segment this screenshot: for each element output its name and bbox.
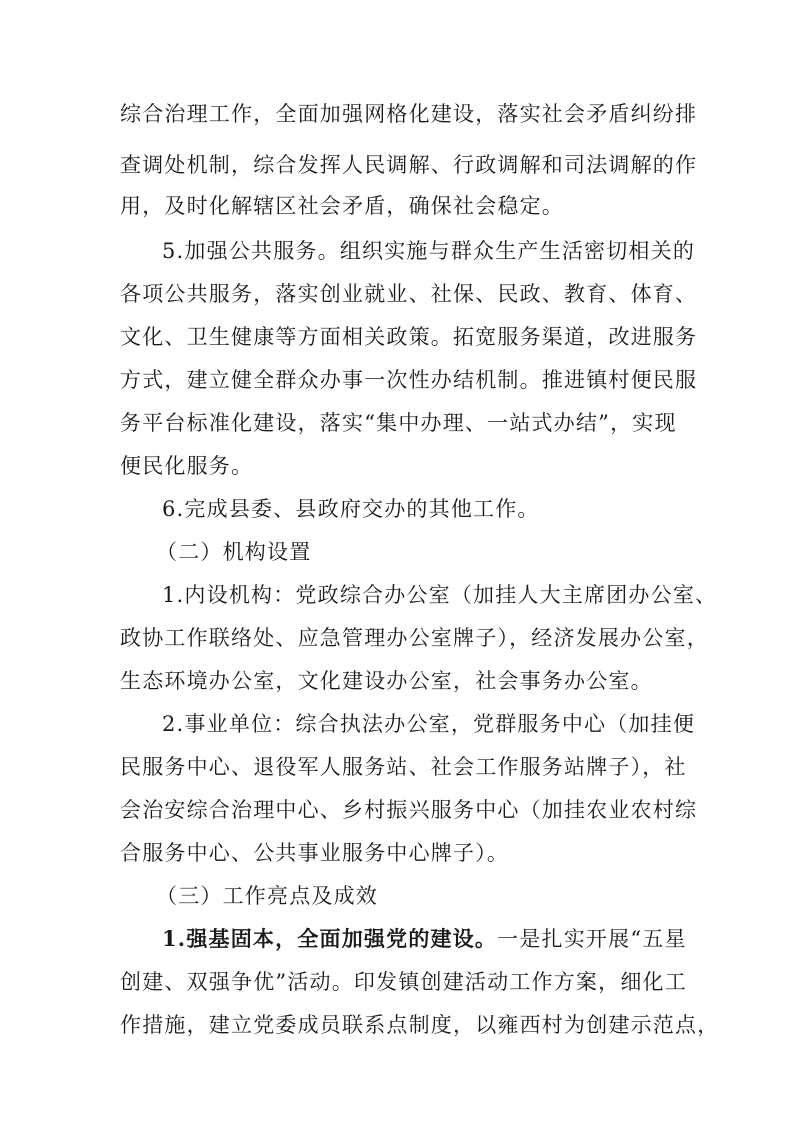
bold-heading: 1.强基固本，全面加强党的建设。 [162, 926, 498, 951]
text-line: 方式，建立健全群众办事一次性办结机制。推进镇村便民服 [120, 368, 698, 392]
text-line: 生态环境办公室，文化建设办公室，社会事务办公室。 [120, 669, 653, 693]
text-line: 民服务中心、退役军人服务站、社会工作服务站牌子），社 [120, 755, 687, 779]
section-heading: 2.事业单位：综合执法办公室，党群服务中心（加挂便 [162, 712, 696, 736]
subsection-heading: （二）机构设置 [156, 540, 312, 564]
text-line: 会治安综合治理中心、乡村振兴服务中心（加挂农业农村综 [120, 798, 698, 822]
text-line: 作措施，建立党委成员联系点制度，以雍西村为创建示范点， [120, 1013, 720, 1037]
text-line: 用，及时化解辖区社会矛盾，确保社会稳定。 [120, 194, 564, 218]
text-line: 综合治理工作，全面加强网格化建设，落实社会矛盾纠纷排 [120, 102, 698, 126]
section-heading: 5.加强公共服务。组织实施与群众生产生活密切相关的 [162, 239, 696, 263]
text-line: 政协工作联络处、应急管理办公室牌子），经济发展办公室， [120, 626, 709, 650]
text-line: 便民化服务。 [120, 454, 254, 478]
text-line: 文化、卫生健康等方面相关政策。拓宽服务渠道，改进服务 [120, 325, 698, 349]
text-line: 创建、双强争优”活动。印发镇创建活动工作方案，细化工 [120, 970, 687, 994]
bold-paragraph-line [162, 926, 687, 952]
section-heading: 1.内设机构：党政综合办公室（加挂人大主席团办公室、 [162, 583, 718, 607]
text-line: 务平台标准化建设，落实“集中办理、一站式办结”，实现 [120, 411, 677, 435]
section-heading: 6.完成县委、县政府交办的其他工作。 [162, 497, 540, 521]
text-line: 合服务中心、公共事业服务中心牌子）。 [120, 841, 510, 865]
text-line: 各项公共服务，落实创业就业、社保、民政、教育、体育、 [120, 282, 698, 306]
text-line-continuation: 一是扎实开展“五星 [497, 927, 687, 951]
subsection-heading: （三）工作亮点及成效 [156, 884, 378, 908]
text-line: 查调处机制，综合发挥人民调解、行政调解和司法调解的作 [120, 153, 698, 177]
